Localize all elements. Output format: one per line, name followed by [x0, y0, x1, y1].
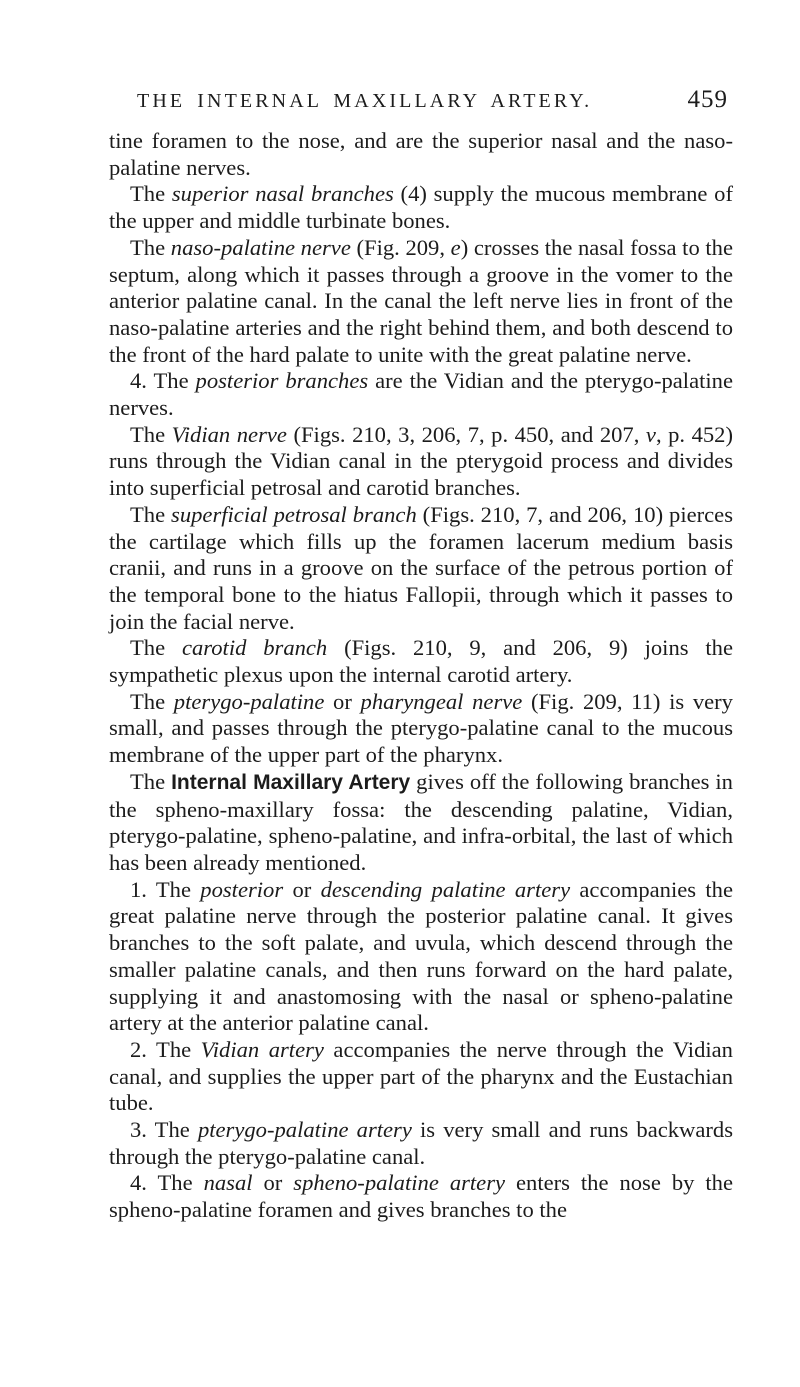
term-vidian-artery: Vidian artery: [200, 1036, 324, 1062]
figure-letter-e: e: [450, 234, 461, 260]
paragraph-pterygo-palatine-artery: 3. The pterygo-palatine artery is very small and runs backwards through the pterygo-palatine canal.: [109, 1117, 734, 1169]
paragraph-continuation: tine foramen to the nose, and are the superior nasal and the naso-palatine nerves.: [109, 128, 733, 180]
term-posterior: posterior: [200, 876, 284, 902]
page-number: 459: [687, 86, 728, 113]
paragraph-carotid-branch: The carotid branch (Figs. 210, 9, and 206, 9) joins the sympathetic plexus upon the internal carotid artery.: [109, 635, 733, 688]
term-posterior-branches: posterior branches: [195, 368, 369, 394]
figure-letter-v: v: [645, 421, 656, 447]
paragraph-vidian-artery: 2. The Vidian artery accompanies the nerve through the Vidian canal, and supplies the upper part of the pharynx and the Eustachian tube.: [109, 1036, 733, 1116]
body-text: [109, 128, 733, 1224]
heading-internal-maxillary-artery: Internal Maxillary Artery: [171, 770, 411, 794]
term-vidian-nerve: Vidian nerve: [171, 421, 287, 447]
paragraph-nasal-artery: 4. The nasal or spheno-palatine artery enters the nose by the spheno-palatine foramen and gives branches to the: [109, 1170, 733, 1223]
paragraph-vidian-nerve: The Vidian nerve (Figs. 210, 3, 206, 7, p. 450, and 207, v, p. 452) runs through the Vidian canal in the pterygoid process and divides into superficial petrosal and carotid branches.: [109, 421, 733, 501]
paragraph-naso-palatine: The naso-palatine nerve (Fig. 209, e) crosses the nasal fossa to the septum, along which it passes through a groove in the vomer to the anterior palatine canal. In the canal the left nerve lies in front of the naso-palatine arteries and the right behind them, and both descend to the front of the hard palate to unite with the great palatine nerve.: [109, 234, 733, 367]
paragraph-superior-nasal: The superior nasal branches (4) supply the mucous membrane of the upper and middle turbinate bones.: [109, 181, 733, 234]
paragraph-superficial-petrosal: The superficial petrosal branch (Figs. 210, 7, and 206, 10) pierces the cartilage which fills up the foramen lacerum medium basis cranii, and runs in a groove on the surface of the petrous portion of the temporal bone to the hiatus Fallopii, through which it passes to join the facial nerve.: [109, 501, 733, 634]
term-descending-palatine-artery: descending palatine artery: [320, 876, 571, 902]
term-naso-palatine-nerve: naso-palatine nerve: [170, 234, 351, 260]
paragraph-posterior-branches: 4. The posterior branches are the Vidian and the pterygo-palatine nerves.: [109, 368, 733, 421]
term-pterygo-palatine: pterygo-palatine: [173, 688, 325, 714]
paragraph-internal-maxillary: The Internal Maxillary Artery gives off the following branches in the spheno-maxillary fossa: the descending palatine, Vidian, pterygo-palatine, spheno-palatine, and infra-orbital, the last of which has been already mentioned.: [109, 768, 733, 875]
paragraph-pharyngeal-nerve: The pterygo-palatine or pharyngeal nerve (Fig. 209, 11) is very small, and passes through the pterygo-palatine canal to the mucous membrane of the upper part of the pharynx.: [109, 688, 733, 768]
term-nasal: nasal: [203, 1170, 253, 1196]
page-header: [0, 86, 800, 116]
term-carotid-branch: carotid branch: [181, 635, 328, 661]
running-head: THE INTERNAL MAXILLARY ARTERY.: [137, 90, 593, 112]
term-pterygo-palatine-artery: pterygo-palatine artery: [197, 1117, 412, 1143]
term-superficial-petrosal-branch: superficial petrosal branch: [171, 501, 417, 527]
term-spheno-palatine-artery: spheno-palatine artery: [293, 1170, 506, 1196]
term-superior-nasal-branches: superior nasal branches: [171, 181, 394, 207]
term-pharyngeal-nerve: pharyngeal nerve: [360, 688, 523, 714]
paragraph-descending-palatine: 1. The posterior or descending palatine artery accompanies the great palatine nerve through the posterior palatine canal. It gives branches to the soft palate, and uvula, which descend through the smaller palatine canals, and then runs forward on the hard palate, supplying it and anastomosing with the nasal or spheno-palatine artery at the anterior palatine canal.: [109, 876, 733, 1036]
